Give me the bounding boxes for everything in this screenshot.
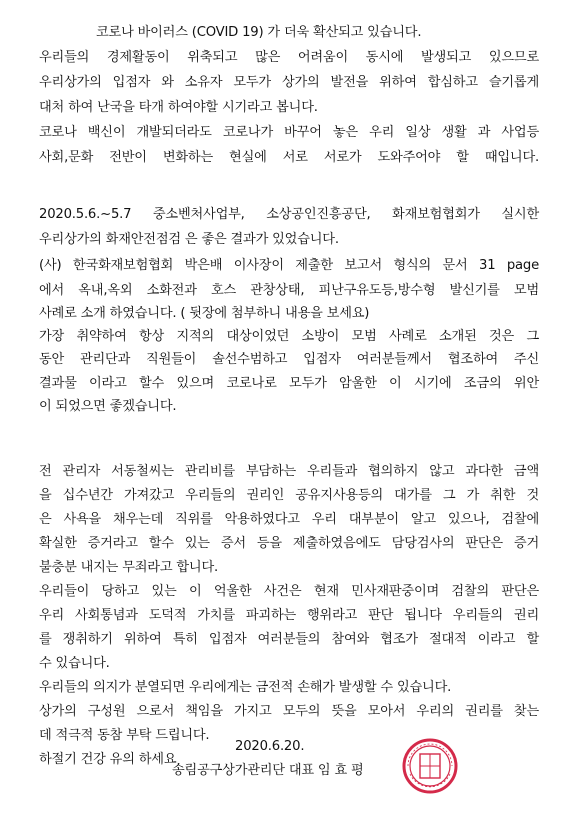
text-line: 코로나 백신이 개발되더라도 코로나가 바꾸어 놓은 우리 일상 생활 과 사업등 (39, 125, 539, 140)
text-line: 은 사욕을 채우는데 직위를 악용하였다고 우리 대부분이 알고 있으나, 검찰에 (39, 512, 539, 527)
text-line: 사례로 소개 하였습니다. ( 뒷장에 첨부하니 내용을 보세요) (39, 306, 370, 321)
text-line: 전 관리자 서동철씨는 관리비를 부담하는 우리들과 협의하지 않고 과다한 금액 (39, 464, 539, 479)
text-line: 우리상가의 입점자 와 소유자 모두가 상가의 발전을 위하여 합심하고 슬기롭게 (39, 75, 539, 90)
text-line: 코로나 바이러스 (COVID 19) 가 더욱 확산되고 있습니다. (96, 25, 422, 40)
text-line: 결과물 이라고 할수 있으며 코로나로 모두가 암울한 이 시기에 조금의 위안 (39, 376, 539, 391)
text-line: 사회,문화 전반이 변화하는 현실에 서로 서로가 도와주어야 할 때입니다. (39, 150, 539, 165)
text-line: 우리들의 의지가 분열되면 우리에게는 금전적 손해가 발생할 수 있습니다. (39, 680, 452, 695)
text-line: 동안 관리단과 직원들이 솔선수범하고 입점자 여러분들께서 협조하여 주신 (39, 352, 539, 367)
text-line: 이 되었으면 좋겠습니다. (39, 399, 177, 414)
text-line: (사) 한국화재보험협회 박은배 이사장이 제출한 보고서 형식의 문서 31 page (39, 258, 539, 273)
text-line: 에서 옥내,옥외 소화전과 호스 관창상태, 피난구유도등,방수형 발신기를 모범 (39, 283, 539, 298)
text-line: 우리들이 당하고 있는 이 억울한 사건은 현재 민사재판중이며 검찰의 판단은 (39, 584, 539, 599)
text-line: 확실한 증거라고 할수 있는 증서 등을 제출하였음에도 담당검사의 판단은 증거 (39, 536, 539, 551)
text-line: 우리 사회통념과 도덕적 가치를 파괴하는 행위라고 판단 됩니다 우리들의 권리 (39, 608, 539, 623)
text-line: 를 쟁취하기 위하여 특히 입점자 여러분들의 참여와 협조가 절대적 이라고 할 (39, 632, 539, 647)
text-line: 대처 하여 난국을 타개 하여야할 시기라고 봅니다. (39, 100, 318, 115)
official-seal (400, 736, 460, 796)
text-line: 을 십수년간 가져갔고 우리들의 권리인 공유지사용등의 대가를 그 가 취한 것 (39, 488, 539, 503)
text-line: 불충분 내지는 무죄라고 합니다. (39, 560, 218, 575)
document-signature: 송림공구상가관리단 대표 임 효 평 (172, 763, 364, 778)
text-line: 우리들의 경제활동이 위축되고 많은 어려움이 동시에 발생되고 있으므로 (39, 50, 539, 65)
text-line: 가장 취약하여 항상 지적의 대상이었던 소방이 모범 사례로 소개된 것은 그 (39, 329, 539, 344)
text-line: 데 적극적 동참 부탁 드립니다. (39, 728, 210, 743)
text-line: 하절기 건강 유의 하세요 (39, 752, 177, 767)
text-line: 2020.5.6.~5.7 중소벤처사업부, 소상공인진흥공단, 화재보험협회가 실시한 (39, 207, 539, 222)
document-date: 2020.6.20. (235, 739, 305, 754)
text-line: 상가의 구성원 으로서 책임을 가지고 모두의 뜻을 모아서 우리의 권리를 찾는 (39, 704, 539, 719)
text-line: 우리상가의 화재안전점검 은 좋은 결과가 있었습니다. (39, 232, 339, 247)
text-line: 수 있습니다. (39, 656, 110, 671)
